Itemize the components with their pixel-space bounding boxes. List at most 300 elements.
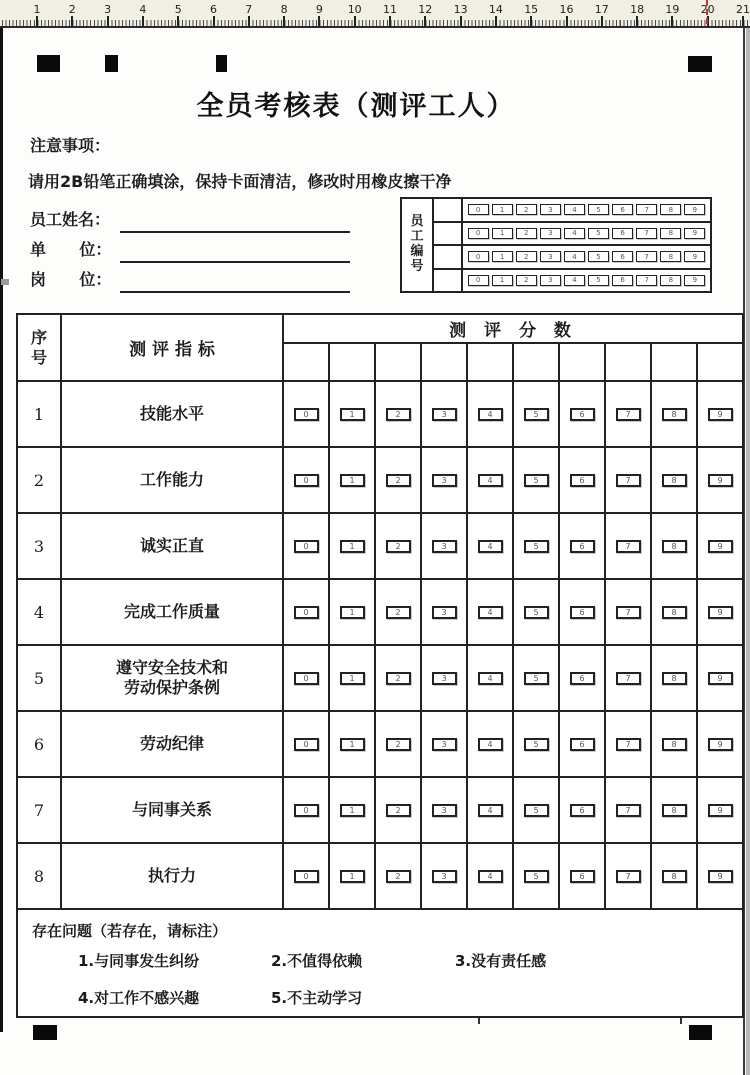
score-cell <box>422 646 468 710</box>
score-bubble-row4-1[interactable]: 1 <box>340 606 365 619</box>
score-cell <box>514 580 560 644</box>
eid-bubble-row3-9[interactable]: 9 <box>684 251 705 262</box>
score-subcell <box>698 344 742 380</box>
score-bubble-row4-3[interactable]: 3 <box>432 606 457 619</box>
score-cell <box>284 712 330 776</box>
score-bubble-row1-7[interactable]: 7 <box>616 408 641 421</box>
eid-bubble-row3-7[interactable]: 7 <box>636 251 657 262</box>
score-bubble-row6-5[interactable]: 5 <box>524 738 549 751</box>
problem-option: 5.不主动学习 <box>271 989 363 1007</box>
employee-id-bubble-strip <box>463 199 710 221</box>
eid-bubble-row4-3[interactable]: 3 <box>540 275 561 286</box>
score-bubble-row2-8[interactable]: 8 <box>662 474 687 487</box>
score-cell <box>560 382 606 446</box>
form-title: 全员考核表（测评工人） <box>196 91 516 122</box>
eid-bubble-row2-1[interactable]: 1 <box>492 228 513 239</box>
score-cell <box>606 778 652 842</box>
eid-bubble-row1-0[interactable]: 0 <box>468 204 489 215</box>
ruler-label: 15 <box>524 3 539 16</box>
score-cell <box>514 448 560 512</box>
employee-name-label: 员工姓名： <box>30 210 111 229</box>
score-bubble-row3-7[interactable]: 7 <box>616 540 641 553</box>
score-subcell <box>652 344 698 380</box>
score-cell <box>698 448 742 512</box>
score-bubble-row3-9[interactable]: 9 <box>708 540 733 553</box>
score-cell <box>422 448 468 512</box>
score-subheader <box>284 344 742 380</box>
score-bubble-row1-0[interactable]: 0 <box>294 408 319 421</box>
ruler-tick <box>742 16 744 26</box>
employee-id-write-box <box>434 223 463 245</box>
employee-id-write-box <box>434 270 463 292</box>
employee-id-label: 员工编号 <box>402 199 434 291</box>
score-bubble-row7-2[interactable]: 2 <box>386 804 411 817</box>
score-cell <box>468 514 514 578</box>
score-cell <box>606 844 652 908</box>
score-cell <box>284 514 330 578</box>
eid-bubble-row4-5[interactable]: 5 <box>588 275 609 286</box>
problems-section <box>18 908 742 1016</box>
score-bubble-row2-0[interactable]: 0 <box>294 474 319 487</box>
table-row <box>18 842 742 908</box>
score-bubble-row4-0[interactable]: 0 <box>294 606 319 619</box>
score-cell <box>284 646 330 710</box>
score-cell <box>698 844 742 908</box>
score-bubble-row3-1[interactable]: 1 <box>340 540 365 553</box>
row-number: 8 <box>33 866 45 886</box>
score-bubble-row7-6[interactable]: 6 <box>570 804 595 817</box>
score-bubble-row1-3[interactable]: 3 <box>432 408 457 421</box>
ruler-tick <box>389 16 391 26</box>
row-number-cell <box>18 778 62 842</box>
indicator-text: 劳动纪律 <box>139 734 204 753</box>
registration-mark-top-left <box>37 55 60 72</box>
eid-bubble-row2-2[interactable]: 2 <box>516 228 537 239</box>
registration-mark-bottom-left <box>33 1025 57 1040</box>
score-cell <box>422 844 468 908</box>
score-bubble-row1-8[interactable]: 8 <box>662 408 687 421</box>
score-bubble-row1-1[interactable]: 1 <box>340 408 365 421</box>
ruler-label: 14 <box>488 3 503 16</box>
row-number-cell <box>18 448 62 512</box>
score-bubble-row5-9[interactable]: 9 <box>708 672 733 685</box>
score-cell <box>422 778 468 842</box>
row-number-cell <box>18 382 62 446</box>
score-cell <box>330 778 376 842</box>
eid-bubble-row1-4[interactable]: 4 <box>564 204 585 215</box>
row-indicator <box>62 712 284 776</box>
score-bubble-row1-6[interactable]: 6 <box>570 408 595 421</box>
score-bubble-row5-5[interactable]: 5 <box>524 672 549 685</box>
ruler-tick <box>460 16 462 26</box>
score-bubble-row6-3[interactable]: 3 <box>432 738 457 751</box>
ruler-tick <box>36 16 38 26</box>
score-bubble-row4-2[interactable]: 2 <box>386 606 411 619</box>
indicator-text: 工作能力 <box>139 470 204 489</box>
eid-bubble-row1-1[interactable]: 1 <box>492 204 513 215</box>
ruler-label: 20 <box>700 3 715 16</box>
score-bubble-row8-1[interactable]: 1 <box>340 870 365 883</box>
ruler-red-guide-line <box>706 0 708 24</box>
score-bubble-row6-2[interactable]: 2 <box>386 738 411 751</box>
row-number: 5 <box>33 668 45 688</box>
ruler-label: 1 <box>33 3 41 16</box>
registration-mark-top-right <box>688 56 712 72</box>
score-bubble-row2-1[interactable]: 1 <box>340 474 365 487</box>
score-bubble-row5-6[interactable]: 6 <box>570 672 595 685</box>
score-cell <box>330 646 376 710</box>
score-cell <box>606 580 652 644</box>
eid-bubble-row2-4[interactable]: 4 <box>564 228 585 239</box>
score-cell <box>376 778 422 842</box>
table-row <box>18 644 742 710</box>
score-cell <box>560 844 606 908</box>
ruler-tick <box>142 16 144 26</box>
employee-id-bubble-strip <box>463 246 710 268</box>
eid-bubble-row1-8[interactable]: 8 <box>660 204 681 215</box>
problem-option: 3.没有责任感 <box>455 952 547 970</box>
score-cell <box>468 712 514 776</box>
score-cell <box>468 580 514 644</box>
eid-bubble-row3-0[interactable]: 0 <box>468 251 489 262</box>
ruler-tick <box>601 16 603 26</box>
score-cell <box>514 778 560 842</box>
score-bubble-row7-8[interactable]: 8 <box>662 804 687 817</box>
page-right-shadow <box>746 28 750 1075</box>
employee-id-row <box>434 223 710 247</box>
eid-bubble-row2-7[interactable]: 7 <box>636 228 657 239</box>
row-indicator <box>62 580 284 644</box>
row-number: 3 <box>33 536 45 556</box>
score-bubble-row4-4[interactable]: 4 <box>478 606 503 619</box>
eid-bubble-row4-2[interactable]: 2 <box>516 275 537 286</box>
score-cell <box>698 514 742 578</box>
score-bubble-row6-1[interactable]: 1 <box>340 738 365 751</box>
eid-bubble-row4-7[interactable]: 7 <box>636 275 657 286</box>
ruler-tick <box>636 16 638 26</box>
header-indicator-label: 测 评 指 标 <box>62 315 284 380</box>
registration-mark-bottom-right <box>689 1025 712 1040</box>
score-bubble-row2-4[interactable]: 4 <box>478 474 503 487</box>
ruler-label: 2 <box>68 3 76 16</box>
row-number: 1 <box>33 404 45 424</box>
eid-bubble-row2-9[interactable]: 9 <box>684 228 705 239</box>
score-bubble-row6-9[interactable]: 9 <box>708 738 733 751</box>
score-cell <box>376 844 422 908</box>
timing-mark-top-2 <box>216 55 227 72</box>
ruler-label: 21 <box>736 3 750 16</box>
eid-bubble-row2-5[interactable]: 5 <box>588 228 609 239</box>
row-indicator <box>62 382 284 446</box>
score-cells <box>284 844 742 908</box>
score-bubble-row5-2[interactable]: 2 <box>386 672 411 685</box>
indicator-text: 遵守安全技术和 <box>115 658 228 677</box>
score-cells <box>284 646 742 710</box>
score-cell <box>560 448 606 512</box>
eid-bubble-row2-0[interactable]: 0 <box>468 228 489 239</box>
row-indicator <box>62 514 284 578</box>
score-cell <box>376 712 422 776</box>
score-cell <box>514 514 560 578</box>
ruler-label: 16 <box>559 3 574 16</box>
score-bubble-row7-4[interactable]: 4 <box>478 804 503 817</box>
score-bubble-row3-0[interactable]: 0 <box>294 540 319 553</box>
score-cells <box>284 514 742 578</box>
score-bubble-row5-4[interactable]: 4 <box>478 672 503 685</box>
eid-bubble-row3-2[interactable]: 2 <box>516 251 537 262</box>
score-bubble-row4-8[interactable]: 8 <box>662 606 687 619</box>
table-body <box>18 380 742 908</box>
eid-bubble-row3-3[interactable]: 3 <box>540 251 561 262</box>
unit-label: 单 位： <box>30 240 112 259</box>
score-bubble-row7-9[interactable]: 9 <box>708 804 733 817</box>
score-bubble-row6-7[interactable]: 7 <box>616 738 641 751</box>
row-number-cell <box>18 646 62 710</box>
eid-bubble-row1-5[interactable]: 5 <box>588 204 609 215</box>
score-cells <box>284 448 742 512</box>
score-cell <box>468 448 514 512</box>
ruler-label: 7 <box>245 3 253 16</box>
eid-bubble-row3-8[interactable]: 8 <box>660 251 681 262</box>
score-bubble-row8-2[interactable]: 2 <box>386 870 411 883</box>
header-no-cell <box>18 315 62 380</box>
score-bubble-row8-9[interactable]: 9 <box>708 870 733 883</box>
row-indicator <box>62 448 284 512</box>
score-bubble-row6-4[interactable]: 4 <box>478 738 503 751</box>
row-number-cell <box>18 712 62 776</box>
table-row <box>18 446 742 512</box>
indicator-text: 执行力 <box>147 866 196 885</box>
ruler-label: 17 <box>594 3 609 16</box>
score-bubble-row3-6[interactable]: 6 <box>570 540 595 553</box>
row-indicator <box>62 844 284 908</box>
problems-header: 存在问题（若存在，请标注） <box>32 922 228 940</box>
problem-option: 1.与同事发生纠纷 <box>78 952 200 970</box>
ruler-tick <box>495 16 497 26</box>
score-cell <box>376 514 422 578</box>
employee-name-line <box>120 231 350 233</box>
score-cell <box>652 382 698 446</box>
eid-bubble-row4-4[interactable]: 4 <box>564 275 585 286</box>
score-cell <box>560 514 606 578</box>
indicator-text: 劳动保护条例 <box>123 678 220 697</box>
score-bubble-row5-3[interactable]: 3 <box>432 672 457 685</box>
ruler-tick <box>354 16 356 26</box>
table-header <box>18 315 742 380</box>
score-bubble-row8-3[interactable]: 3 <box>432 870 457 883</box>
eid-bubble-row4-1[interactable]: 1 <box>492 275 513 286</box>
score-cell <box>514 646 560 710</box>
eid-bubble-row1-2[interactable]: 2 <box>516 204 537 215</box>
score-bubble-row7-5[interactable]: 5 <box>524 804 549 817</box>
eid-bubble-row3-4[interactable]: 4 <box>564 251 585 262</box>
ruler-label: 4 <box>139 3 147 16</box>
score-bubble-row8-7[interactable]: 7 <box>616 870 641 883</box>
score-subcell <box>468 344 514 380</box>
score-bubble-row1-5[interactable]: 5 <box>524 408 549 421</box>
score-bubble-row7-0[interactable]: 0 <box>294 804 319 817</box>
eid-bubble-row2-6[interactable]: 6 <box>612 228 633 239</box>
table-row <box>18 710 742 776</box>
row-indicator <box>62 646 284 710</box>
score-bubble-row3-2[interactable]: 2 <box>386 540 411 553</box>
indicator-text: 诚实正直 <box>139 536 204 555</box>
eid-bubble-row1-9[interactable]: 9 <box>684 204 705 215</box>
score-bubble-row6-8[interactable]: 8 <box>662 738 687 751</box>
timing-mark-top-1 <box>105 55 118 72</box>
employee-id-bubble-strip <box>463 270 710 292</box>
score-bubble-row7-1[interactable]: 1 <box>340 804 365 817</box>
score-bubble-row2-3[interactable]: 3 <box>432 474 457 487</box>
score-bubble-row4-6[interactable]: 6 <box>570 606 595 619</box>
score-bubble-row1-9[interactable]: 9 <box>708 408 733 421</box>
employee-id-row <box>434 246 710 270</box>
row-number: 7 <box>33 800 45 820</box>
row-number-cell <box>18 580 62 644</box>
score-cells <box>284 382 742 446</box>
ruler <box>0 0 750 28</box>
eid-bubble-row4-6[interactable]: 6 <box>612 275 633 286</box>
score-bubble-row2-6[interactable]: 6 <box>570 474 595 487</box>
score-bubble-row5-7[interactable]: 7 <box>616 672 641 685</box>
score-bubble-row8-8[interactable]: 8 <box>662 870 687 883</box>
score-bubble-row8-0[interactable]: 0 <box>294 870 319 883</box>
score-bubble-row1-2[interactable]: 2 <box>386 408 411 421</box>
score-subcell <box>422 344 468 380</box>
ruler-label: 18 <box>630 3 645 16</box>
eid-bubble-row3-5[interactable]: 5 <box>588 251 609 262</box>
ruler-label: 11 <box>383 3 397 16</box>
score-cell <box>652 844 698 908</box>
score-bubble-row3-5[interactable]: 5 <box>524 540 549 553</box>
problem-option: 4.对工作不感兴趣 <box>78 989 200 1007</box>
score-cell <box>422 580 468 644</box>
header-no-label: 序号 <box>30 328 47 367</box>
score-cell <box>376 580 422 644</box>
indicator-text: 完成工作质量 <box>123 602 220 621</box>
ruler-tick <box>213 16 215 26</box>
score-cell <box>284 382 330 446</box>
score-bubble-row7-7[interactable]: 7 <box>616 804 641 817</box>
score-cell <box>606 514 652 578</box>
score-bubble-row3-8[interactable]: 8 <box>662 540 687 553</box>
indicator-text: 技能水平 <box>139 404 204 423</box>
score-cell <box>652 712 698 776</box>
score-cell <box>468 844 514 908</box>
score-bubble-row4-7[interactable]: 7 <box>616 606 641 619</box>
score-bubble-row5-1[interactable]: 1 <box>340 672 365 685</box>
ruler-label: 19 <box>665 3 680 16</box>
score-bubble-row2-2[interactable]: 2 <box>386 474 411 487</box>
ruler-tick <box>248 16 250 26</box>
score-subcell <box>284 344 330 380</box>
score-cell <box>698 646 742 710</box>
eid-bubble-row1-3[interactable]: 3 <box>540 204 561 215</box>
score-bubble-row4-5[interactable]: 5 <box>524 606 549 619</box>
eid-bubble-row3-1[interactable]: 1 <box>492 251 513 262</box>
score-cell <box>330 712 376 776</box>
score-cell <box>560 646 606 710</box>
score-cell <box>376 382 422 446</box>
score-bubble-row2-5[interactable]: 5 <box>524 474 549 487</box>
ruler-label: 12 <box>418 3 433 16</box>
score-subcell <box>514 344 560 380</box>
score-cell <box>284 844 330 908</box>
score-bubble-row3-4[interactable]: 4 <box>478 540 503 553</box>
score-cell <box>606 712 652 776</box>
score-bubble-row6-6[interactable]: 6 <box>570 738 595 751</box>
score-cell <box>330 514 376 578</box>
score-bubble-row3-3[interactable]: 3 <box>432 540 457 553</box>
score-cell <box>652 580 698 644</box>
eid-bubble-row2-8[interactable]: 8 <box>660 228 681 239</box>
score-cells <box>284 580 742 644</box>
score-cell <box>330 448 376 512</box>
score-bubble-row2-9[interactable]: 9 <box>708 474 733 487</box>
score-cell <box>284 778 330 842</box>
score-cell <box>468 382 514 446</box>
score-cell <box>514 382 560 446</box>
score-cell <box>606 646 652 710</box>
score-cell <box>652 646 698 710</box>
score-cell <box>422 712 468 776</box>
score-cell <box>514 712 560 776</box>
score-bubble-row6-0[interactable]: 0 <box>294 738 319 751</box>
ruler-tick <box>530 16 532 26</box>
eid-bubble-row4-0[interactable]: 0 <box>468 275 489 286</box>
row-number-cell <box>18 844 62 908</box>
eid-bubble-row1-7[interactable]: 7 <box>636 204 657 215</box>
score-bubble-row5-8[interactable]: 8 <box>662 672 687 685</box>
score-bubble-row5-0[interactable]: 0 <box>294 672 319 685</box>
score-bubble-row7-3[interactable]: 3 <box>432 804 457 817</box>
eid-bubble-row3-6[interactable]: 6 <box>612 251 633 262</box>
header-score-col <box>284 315 742 380</box>
score-cell <box>468 778 514 842</box>
fill-instruction: 请用2B铅笔正确填涂，保持卡面清洁，修改时用橡皮擦干净 <box>28 172 452 191</box>
score-bubble-row8-4[interactable]: 4 <box>478 870 503 883</box>
indicator-text: 与同事关系 <box>131 800 212 819</box>
score-subcell <box>606 344 652 380</box>
row-number: 4 <box>33 602 45 622</box>
score-bubble-row1-4[interactable]: 4 <box>478 408 503 421</box>
score-cell <box>422 514 468 578</box>
score-bubble-row8-5[interactable]: 5 <box>524 870 549 883</box>
score-cell <box>560 712 606 776</box>
score-cell <box>330 580 376 644</box>
score-bubble-row8-6[interactable]: 6 <box>570 870 595 883</box>
score-cell <box>560 778 606 842</box>
eid-bubble-row4-9[interactable]: 9 <box>684 275 705 286</box>
score-bubble-row4-9[interactable]: 9 <box>708 606 733 619</box>
score-bubble-row2-7[interactable]: 7 <box>616 474 641 487</box>
eid-bubble-row2-3[interactable]: 3 <box>540 228 561 239</box>
position-line <box>120 291 350 293</box>
score-cell <box>606 448 652 512</box>
score-cell <box>652 778 698 842</box>
score-cell <box>376 448 422 512</box>
eid-bubble-row4-8[interactable]: 8 <box>660 275 681 286</box>
table-row <box>18 578 742 644</box>
eid-bubble-row1-6[interactable]: 6 <box>612 204 633 215</box>
score-subcell <box>560 344 606 380</box>
employee-id-row <box>434 270 710 292</box>
ruler-label: 13 <box>453 3 468 16</box>
notice-label: 注意事项： <box>30 136 111 155</box>
ruler-label: 6 <box>210 3 217 16</box>
page-left-border <box>0 28 3 1032</box>
ruler-label: 10 <box>347 3 362 16</box>
